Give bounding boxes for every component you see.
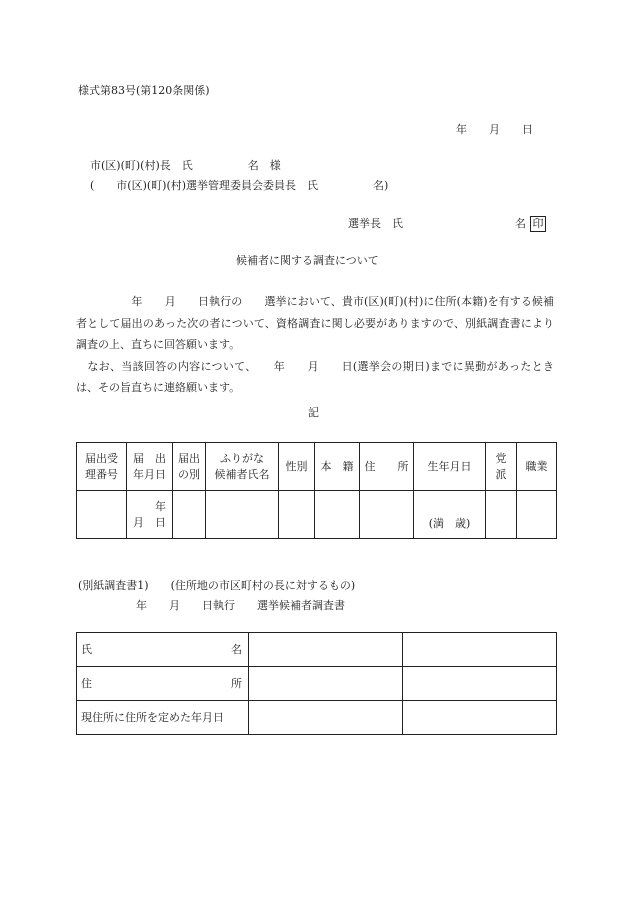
table-data-row <box>77 491 557 539</box>
header-occupation: 職業 <box>517 443 557 491</box>
header-receipt-number: 届出受 理番号 <box>77 443 127 491</box>
cell-candidate-name <box>206 491 279 539</box>
header-filing-date: 届 出 年月日 <box>127 443 173 491</box>
sender-name <box>515 216 546 232</box>
cell-birthdate: (満 歳) <box>414 491 486 539</box>
survey-label-name: 氏 名 <box>77 633 249 667</box>
survey-cell-moved-date-2 <box>403 701 557 735</box>
survey-row-address <box>77 667 557 701</box>
table-header-row <box>77 443 557 491</box>
cell-filing-date: 年 月 日 <box>127 491 173 539</box>
header-candidate-name: ふりがな 候補者氏名 <box>206 443 279 491</box>
cell-occupation <box>517 491 557 539</box>
survey-row-name <box>77 633 557 667</box>
body-text <box>76 291 554 399</box>
survey-cell-name-1 <box>249 633 403 667</box>
addressee-line-1: 市(区)(町)(村)長 氏 名 様 <box>90 159 281 172</box>
cell-receipt-number <box>77 491 127 539</box>
body-paragraph-2: なお、当該回答の内容について、 年 月 日(選挙会の期日)までに異動があったときは、その旨直ちに連絡願います。 <box>76 359 554 394</box>
seal-mark: 印 <box>530 216 546 232</box>
appendix-label: (別紙調査書1) (住所地の市区町村の長に対するもの) <box>78 579 356 592</box>
survey-label-address: 住 所 <box>77 667 249 701</box>
document-title: 候補者に関する調査について <box>236 254 379 267</box>
cell-party <box>486 491 517 539</box>
survey-cell-name-2 <box>403 633 557 667</box>
appendix-subtitle: 年 月 日執行 選挙候補者調査書 <box>136 599 345 612</box>
date-line: 年 月 日 <box>456 123 533 136</box>
survey-label-moved-date: 現住所に住所を定めた年月日 <box>77 701 249 735</box>
cell-domicile <box>315 491 360 539</box>
header-party: 党 派 <box>486 443 517 491</box>
header-gender: 性別 <box>279 443 315 491</box>
body-paragraph-1: 年 月 日執行の 選挙において、貴市(区)(町)(村)に住所(本籍)を有する候補者として届出のあった次の者について、資格調査に関し必要がありますので、別紙調査書により調査の上、直ちに回答願います。 <box>76 295 554 351</box>
survey-table <box>76 632 557 735</box>
header-domicile: 本 籍 <box>315 443 360 491</box>
survey-cell-address-1 <box>249 667 403 701</box>
header-birthdate: 生年月日 <box>414 443 486 491</box>
survey-cell-address-2 <box>403 667 557 701</box>
header-filing-type: 届出 の別 <box>173 443 206 491</box>
sender-name-char: 名 <box>515 217 526 230</box>
survey-row-moved-date <box>77 701 557 735</box>
cell-address <box>360 491 414 539</box>
ki-mark: 記 <box>308 406 319 419</box>
addressee-line-2: ( 市(区)(町)(村)選挙管理委員会委員長 氏 名) <box>90 179 389 192</box>
sender-label: 選挙長 氏 <box>348 217 403 230</box>
cell-gender <box>279 491 315 539</box>
form-number: 様式第83号(第120条関係) <box>78 84 210 97</box>
cell-filing-type <box>173 491 206 539</box>
header-address: 住 所 <box>360 443 414 491</box>
survey-cell-moved-date-1 <box>249 701 403 735</box>
candidate-table <box>76 442 557 539</box>
